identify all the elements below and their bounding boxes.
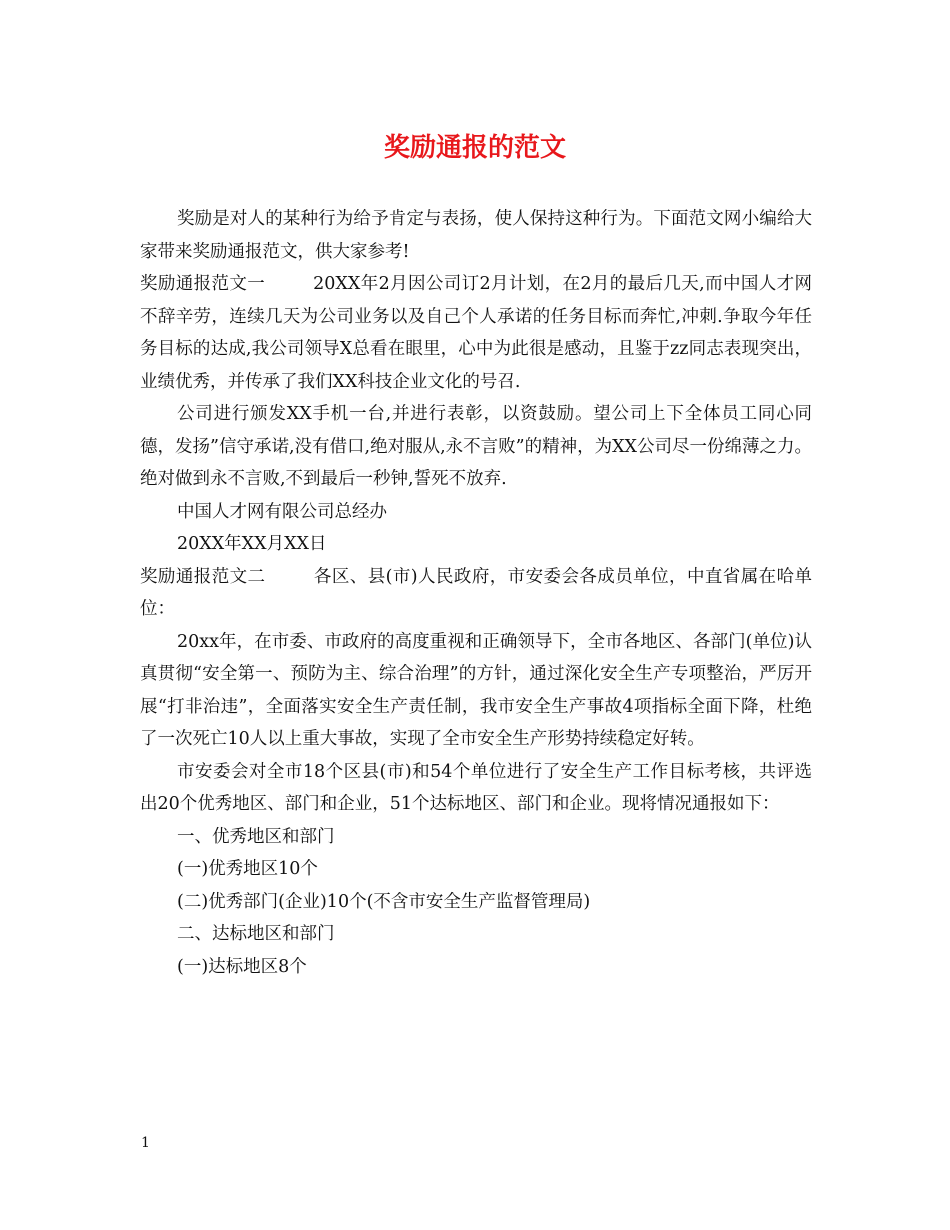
sample1-signature: 中国人才网有限公司总经办	[177, 501, 387, 522]
sample2-paragraph-2: 市安委会对全市18个区县(市)和54个单位进行了安全生产工作目标考核，共评选出20个优秀地区、部门和企业，51个达标地区、部门和企业。现将情况通报如下：	[140, 761, 812, 814]
sample1-heading: 奖励通报范文一	[140, 274, 266, 294]
list-item: (一)达标地区8个	[177, 956, 307, 977]
document-body	[140, 203, 812, 983]
sample1-date: 20XX年XX月XX日	[177, 534, 327, 554]
sample2-paragraph-1: 20xx年，在市委、市政府的高度重视和正确领导下，全市各地区、各部门(单位)认真贯彻“安全第一、预防为主、综合治理”的方针，通过深化安全生产专项整治，严厉开展“打非治违”，全面落实安全生产责任制，我市安全生产事故4项指标全面下降，杜绝了一次死亡10人以上重大事故，实现了全市安全生产形势持续稳定好转。	[140, 631, 812, 749]
list-item: 一、优秀地区和部门	[177, 826, 335, 847]
sample2-heading: 奖励通报范文二	[140, 566, 266, 587]
sample2-salutation: 各区、县(市)人民政府，市安委会各成员单位，中直省属在哈单位：	[140, 566, 812, 619]
sample1-text-1: 20XX年2月因公司订2月计划，在2月的最后几天,而中国人才网不辞辛劳，连续几天为公司业务以及自己个人承诺的任务目标而奔忙,冲刺.争取今年任务目标的达成,我公司领导X总看在眼里，心中为此很是感动，且鉴于zz同志表现突出，业绩优秀，并传承了我们XX科技企业文化的号召.	[140, 274, 813, 392]
sample2-salutation-paragraph	[140, 561, 812, 626]
sample1-paragraph-1	[140, 268, 812, 398]
list-item: 二、达标地区和部门	[177, 924, 335, 944]
list-item: (一)优秀地区10个	[177, 859, 318, 879]
document-title: 奖励通报的范文	[383, 133, 566, 163]
sample1-paragraph-2: 公司进行颁发XX手机一台,并进行表彰，以资鼓励。望公司上下全体员工同心同德，发扬”信守承诺,没有借口,绝对服从,永不言败”的精神，为XX公司尽一份绵薄之力。绝对做到永不言败,不到最后一秒钟,誓死不放弃.	[140, 404, 812, 489]
page-number: 1	[141, 1135, 150, 1151]
intro-paragraph: 奖励是对人的某种行为给予肯定与表扬，使人保持这种行为。下面范文网小编给大家带来奖励通报范文，供大家参考!	[140, 209, 812, 262]
list-item: (二)优秀部门(企业)10个(不含市安全生产监督管理局)	[177, 891, 591, 912]
